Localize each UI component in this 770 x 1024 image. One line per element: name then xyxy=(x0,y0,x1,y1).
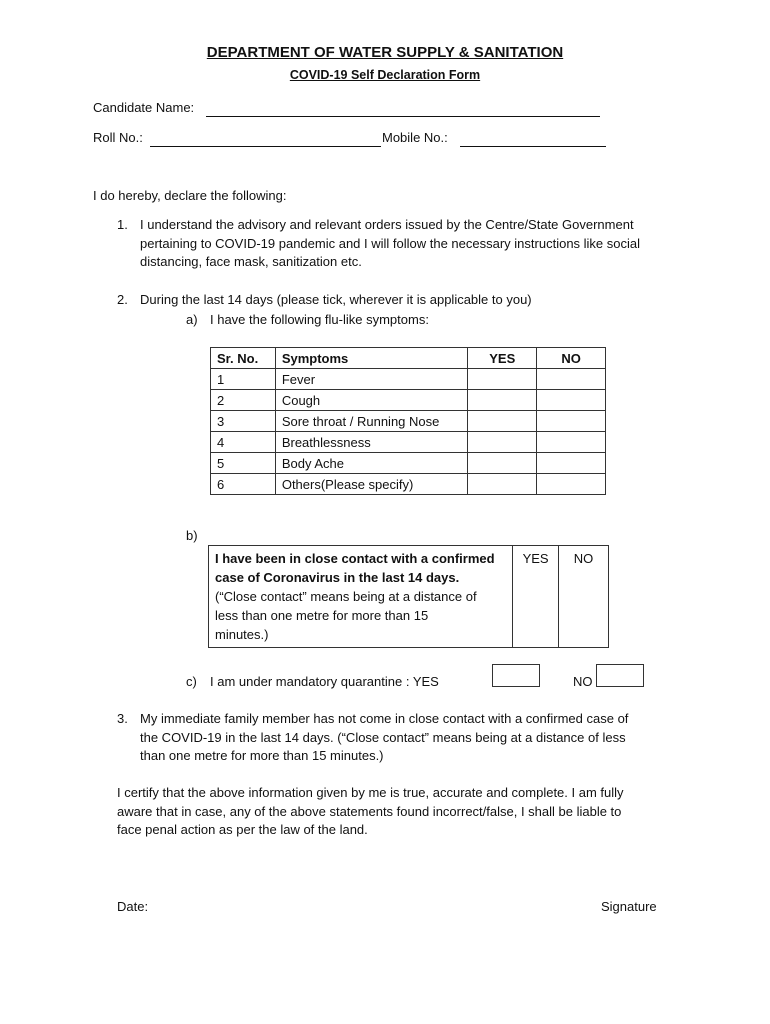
sr-no-cell: 2 xyxy=(211,390,276,411)
table-row xyxy=(211,369,606,390)
quarantine-yes-box[interactable] xyxy=(492,664,540,687)
close-contact-statement xyxy=(209,546,513,648)
item-1-text xyxy=(140,216,680,272)
date-label: Date: xyxy=(117,899,149,914)
sr-no-cell: 3 xyxy=(211,411,276,432)
form-subtitle: COVID-19 Self Declaration Form xyxy=(289,68,481,82)
sr-no-cell: 1 xyxy=(211,369,276,390)
declaration-intro: I do hereby, declare the following: xyxy=(93,188,287,203)
yes-checkbox-cell[interactable] xyxy=(468,474,537,495)
sr-no-cell: 4 xyxy=(211,432,276,453)
no-checkbox-cell[interactable] xyxy=(537,369,606,390)
close-contact-bold-line: I have been in close contact with a confirmed xyxy=(215,551,495,566)
close-contact-table xyxy=(208,545,609,648)
close-contact-note-line: less than one metre for more than 15 xyxy=(215,608,429,623)
symptom-cell: Body Ache xyxy=(275,453,468,474)
roll-no-label: Roll No.: xyxy=(93,130,143,145)
candidate-name-label: Candidate Name: xyxy=(93,100,195,115)
table-row xyxy=(211,453,606,474)
close-contact-no-option[interactable]: NO xyxy=(559,546,609,648)
item-1-line: I understand the advisory and relevant orders issued by the Centre/State Government xyxy=(140,217,634,232)
table-row xyxy=(211,390,606,411)
item-2a-text: I have the following flu-like symptoms: xyxy=(210,312,429,327)
symptom-cell: Breathlessness xyxy=(275,432,468,453)
close-contact-bold-line: case of Coronavirus in the last 14 days. xyxy=(215,570,460,585)
table-header-row xyxy=(211,348,606,369)
item-2-text: During the last 14 days (please tick, wherever it is applicable to you) xyxy=(140,292,532,307)
symptom-cell: Fever xyxy=(275,369,468,390)
no-checkbox-cell[interactable] xyxy=(537,390,606,411)
column-header-sr-no: Sr. No. xyxy=(211,348,276,369)
symptoms-table xyxy=(210,347,606,495)
table-row xyxy=(211,411,606,432)
symptom-cell: Sore throat / Running Nose xyxy=(275,411,468,432)
form-title: DEPARTMENT OF WATER SUPPLY & SANITATION xyxy=(206,44,564,61)
item-3-text xyxy=(140,710,676,766)
no-checkbox-cell[interactable] xyxy=(537,453,606,474)
close-contact-yes-option[interactable]: YES xyxy=(513,546,559,648)
quarantine-no-label: NO xyxy=(573,674,593,689)
symptom-cell: Cough xyxy=(275,390,468,411)
table-row xyxy=(211,474,606,495)
no-checkbox-cell[interactable] xyxy=(537,432,606,453)
yes-checkbox-cell[interactable] xyxy=(468,369,537,390)
mobile-no-field[interactable] xyxy=(460,132,606,147)
quarantine-no-box[interactable] xyxy=(596,664,644,687)
item-2a-marker: a) xyxy=(186,312,198,327)
item-1-line: pertaining to COVID-19 pandemic and I will follow the necessary instructions like social xyxy=(140,235,641,251)
sr-no-cell: 6 xyxy=(211,474,276,495)
item-3-number: 3. xyxy=(117,711,128,726)
item-1-number: 1. xyxy=(117,217,128,232)
certification-line: face penal action as per the law of the land. xyxy=(117,822,368,837)
close-contact-note-line: (“Close contact” means being at a distance of xyxy=(215,589,477,604)
certification-text xyxy=(117,784,677,840)
table-row xyxy=(211,432,606,453)
candidate-name-field[interactable] xyxy=(206,102,600,117)
yes-checkbox-cell[interactable] xyxy=(468,390,537,411)
mobile-no-label: Mobile No.: xyxy=(382,130,448,145)
column-header-yes: YES xyxy=(468,348,537,369)
yes-checkbox-cell[interactable] xyxy=(468,453,537,474)
item-2c-marker: c) xyxy=(186,674,197,689)
item-3-line: than one metre for more than 15 minutes.) xyxy=(140,748,384,763)
signature-label: Signature xyxy=(601,899,657,914)
item-3-line: the COVID-19 in the last 14 days. (“Close contact” means being at a distance of less xyxy=(140,729,626,745)
item-1-line: distancing, face mask, sanitization etc. xyxy=(140,254,362,269)
item-2-number: 2. xyxy=(117,292,128,307)
quarantine-label: I am under mandatory quarantine : YES xyxy=(210,674,439,689)
yes-checkbox-cell[interactable] xyxy=(468,432,537,453)
item-3-line: My immediate family member has not come in close contact with a confirmed case of xyxy=(140,711,629,726)
column-header-no: NO xyxy=(537,348,606,369)
close-contact-note-line: minutes.) xyxy=(215,627,269,642)
yes-checkbox-cell[interactable] xyxy=(468,411,537,432)
sr-no-cell: 5 xyxy=(211,453,276,474)
column-header-symptoms: Symptoms xyxy=(275,348,468,369)
no-checkbox-cell[interactable] xyxy=(537,411,606,432)
no-checkbox-cell[interactable] xyxy=(537,474,606,495)
item-2b-marker: b) xyxy=(186,528,198,543)
certification-line: I certify that the above information given by me is true, accurate and complete. I am fully xyxy=(117,785,624,800)
roll-no-field[interactable] xyxy=(150,132,381,147)
certification-line: aware that in case, any of the above statements found incorrect/false, I shall be liable to xyxy=(117,803,622,819)
close-contact-row xyxy=(209,546,609,648)
symptom-cell: Others(Please specify) xyxy=(275,474,468,495)
